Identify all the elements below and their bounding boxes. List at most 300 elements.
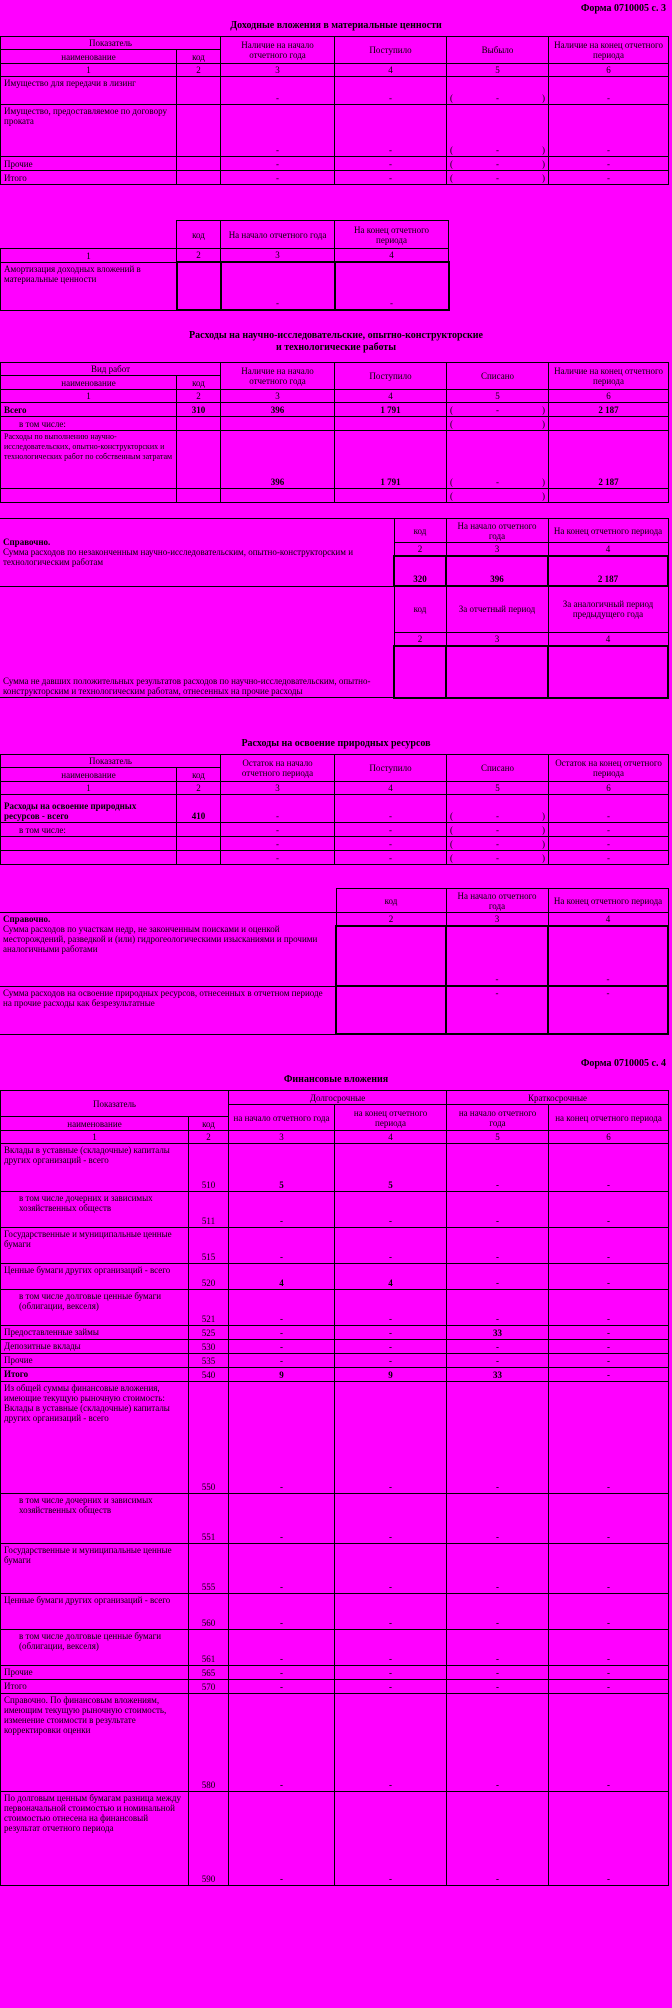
header-begin: Остаток на начало отчетного периода bbox=[221, 755, 335, 782]
header-long-begin: на начало отчетного года bbox=[229, 1105, 335, 1131]
col-number: 2 bbox=[177, 249, 221, 263]
row-label bbox=[1, 851, 177, 865]
header-written-off: Списано bbox=[447, 363, 549, 390]
row-label: Итого bbox=[1, 1680, 189, 1694]
table-row bbox=[1, 1544, 669, 1594]
header-short-begin: на начало отчетного года bbox=[447, 1105, 549, 1131]
value-received bbox=[335, 417, 447, 431]
natural-resources-reference-table bbox=[0, 888, 669, 1035]
header-code: код bbox=[189, 1117, 229, 1131]
header-end: На конец отчетного периода bbox=[548, 519, 668, 543]
row-code bbox=[177, 489, 221, 503]
value-long-begin: - bbox=[229, 1680, 335, 1694]
row-code: 561 bbox=[189, 1630, 229, 1666]
value-short-end: - bbox=[549, 1666, 669, 1680]
col-number: 2 bbox=[189, 1131, 229, 1144]
value-end: - bbox=[549, 851, 669, 865]
row-label: По долговым ценным бумагам разница между первоначальной стоимостью и номинальной стоимостью отнесена на финансовый результат отчетного периода bbox=[1, 1792, 189, 1886]
col-number: 2 bbox=[177, 390, 221, 403]
value-short-end: - bbox=[549, 1792, 669, 1886]
table-row bbox=[1, 1264, 669, 1290]
table-row bbox=[1, 1368, 669, 1382]
value-begin: - bbox=[221, 77, 335, 105]
header-begin: На начало отчетного года bbox=[221, 221, 335, 249]
header-indicator: Показатель bbox=[1, 755, 221, 768]
col-number: 3 bbox=[446, 543, 548, 557]
col-number: 3 bbox=[221, 782, 335, 795]
table-row bbox=[1, 851, 669, 865]
section-title-income-investments: Доходные вложения в материальные ценности bbox=[230, 20, 442, 31]
value-long-begin: - bbox=[229, 1228, 335, 1264]
value-long-end: - bbox=[335, 1544, 447, 1594]
value-end: - bbox=[548, 986, 668, 1034]
value-begin: 396 bbox=[221, 431, 335, 489]
col-number: 1 bbox=[1, 249, 177, 263]
row-code bbox=[177, 431, 221, 489]
row-label bbox=[1, 837, 177, 851]
row-label: в том числе долговые ценные бумаги (облигации, векселя) bbox=[1, 1290, 189, 1326]
value-short-end: - bbox=[549, 1680, 669, 1694]
row-label: в том числе дочерних и зависимых хозяйственных обществ bbox=[1, 1192, 189, 1228]
column-numbers-row bbox=[1, 64, 669, 77]
value-long-begin: - bbox=[229, 1494, 335, 1544]
header-written-off: Списано bbox=[447, 755, 549, 782]
value-short-end: - bbox=[549, 1544, 669, 1594]
col-number: 2 bbox=[394, 543, 446, 557]
value-received: - bbox=[335, 823, 447, 837]
value-short-begin: - bbox=[447, 1594, 549, 1630]
table-row bbox=[1, 823, 669, 837]
reference-description: Сумма расходов по участкам недр, не законченным поисками и оценкой месторождений, разведкой и (или) гидрогеологическими изысканиями и прочими аналогичными работами bbox=[3, 924, 318, 954]
reference-description: Сумма расходов по незаконченным научно-исследовательским, опытно-конструкторским и технологическим работам bbox=[3, 547, 354, 568]
value-written-off: ( - ) bbox=[447, 837, 549, 851]
col-number: 6 bbox=[549, 390, 669, 403]
value-long-end: - bbox=[335, 1494, 447, 1544]
value-long-end: - bbox=[335, 1354, 447, 1368]
value-short-end: - bbox=[549, 1694, 669, 1792]
row-label: Амортизация доходных вложений в материальные ценности bbox=[1, 262, 177, 310]
row-label: Из общей суммы финансовые вложения, имеющие текущую рыночную стоимость: Вклады в уставные (складочные) капиталы других организаций - всего bbox=[1, 1382, 189, 1494]
value-short-begin: - bbox=[447, 1340, 549, 1354]
col-number: 6 bbox=[549, 1131, 669, 1144]
table-row bbox=[1, 1290, 669, 1326]
header-long-term: Долгосрочные bbox=[229, 1091, 447, 1105]
row-code bbox=[177, 157, 221, 171]
income-investments-table bbox=[0, 36, 669, 185]
row-code bbox=[394, 646, 446, 698]
row-code: 520 bbox=[189, 1264, 229, 1290]
row-code bbox=[177, 851, 221, 865]
value-short-end: - bbox=[549, 1368, 669, 1382]
value-disposed: ( - ) bbox=[447, 77, 549, 105]
value-period bbox=[446, 646, 548, 698]
value-received: 1 791 bbox=[335, 431, 447, 489]
row-code: 590 bbox=[189, 1792, 229, 1886]
value-long-begin: - bbox=[229, 1694, 335, 1792]
value-end: - bbox=[549, 105, 669, 157]
row-label: Имущество, предоставляемое по договору проката bbox=[1, 105, 177, 157]
col-number: 3 bbox=[221, 249, 335, 263]
header-indicator: Показатель bbox=[1, 1091, 229, 1117]
header-indicator: Показатель bbox=[1, 37, 221, 50]
form-label-page-3: Форма 0710005 с. 3 bbox=[580, 3, 666, 14]
col-number: 1 bbox=[1, 782, 177, 795]
value-long-end: - bbox=[335, 1192, 447, 1228]
table-row bbox=[1, 157, 669, 171]
header-begin: На начало отчетного года bbox=[446, 519, 548, 543]
header-received: Поступило bbox=[335, 37, 447, 64]
col-number: 5 bbox=[447, 64, 549, 77]
col-number: 4 bbox=[335, 1131, 447, 1144]
value-short-end: - bbox=[549, 1382, 669, 1494]
value-disposed: ( - ) bbox=[447, 171, 549, 185]
header-name: наименование bbox=[1, 50, 177, 64]
rnd-table bbox=[0, 362, 669, 503]
value-long-end: - bbox=[335, 1792, 447, 1886]
value-end: - bbox=[549, 823, 669, 837]
row-label: в том числе: bbox=[1, 823, 177, 837]
value-end: - bbox=[549, 171, 669, 185]
header-name: наименование bbox=[1, 768, 177, 782]
value-received: - bbox=[335, 837, 447, 851]
row-code: 550 bbox=[189, 1382, 229, 1494]
value-short-end: - bbox=[549, 1228, 669, 1264]
header-begin: Наличие на начало отчетного года bbox=[221, 363, 335, 390]
row-label bbox=[1, 489, 177, 503]
value-end: 2 187 bbox=[548, 556, 668, 586]
col-number: 4 bbox=[548, 913, 668, 927]
row-code: 530 bbox=[189, 1340, 229, 1354]
value-long-end: - bbox=[335, 1228, 447, 1264]
row-code: 540 bbox=[189, 1368, 229, 1382]
table-row bbox=[1, 105, 669, 157]
col-number: 5 bbox=[447, 390, 549, 403]
table-row bbox=[1, 1680, 669, 1694]
row-label: в том числе дочерних и зависимых хозяйственных обществ bbox=[1, 1494, 189, 1544]
header-begin: Наличие на начало отчетного года bbox=[221, 37, 335, 64]
row-code: 551 bbox=[189, 1494, 229, 1544]
header-code: код bbox=[394, 586, 446, 632]
col-number: 1 bbox=[1, 64, 177, 77]
table-row bbox=[1, 1354, 669, 1368]
col-number: 6 bbox=[549, 64, 669, 77]
header-disposed: Выбыло bbox=[447, 37, 549, 64]
value-short-begin: - bbox=[447, 1290, 549, 1326]
header-end: На конец отчетного периода bbox=[548, 889, 668, 913]
row-label: Итого bbox=[1, 171, 177, 185]
header-end: Остаток на конец отчетного периода bbox=[549, 755, 669, 782]
rnd-reference-table bbox=[0, 518, 669, 699]
row-label: Имущество для передачи в лизинг bbox=[1, 77, 177, 105]
financial-investments-table bbox=[0, 1090, 669, 1886]
row-label: Государственные и муниципальные ценные бумаги bbox=[1, 1228, 189, 1264]
row-label: Расходы по выполнению научно-исследовательских, опытно-конструкторских и технологических работ по собственным затратам bbox=[1, 431, 177, 489]
table-row bbox=[1, 77, 669, 105]
section-title-natural-resources: Расходы на освоение природных ресурсов bbox=[241, 738, 431, 749]
value-written-off: ( - ) bbox=[447, 431, 549, 489]
value-written-off: ( - ) bbox=[447, 823, 549, 837]
reference-text bbox=[0, 913, 336, 987]
col-number: 1 bbox=[1, 390, 177, 403]
value-begin: - bbox=[446, 986, 548, 1034]
value-long-end: 9 bbox=[335, 1368, 447, 1382]
value-disposed: ( - ) bbox=[447, 105, 549, 157]
row-code: 515 bbox=[189, 1228, 229, 1264]
row-label: Прочие bbox=[1, 1666, 189, 1680]
header-short-term: Краткосрочные bbox=[447, 1091, 669, 1105]
col-number: 4 bbox=[335, 249, 449, 263]
table-row bbox=[1, 837, 669, 851]
row-label: в том числе долговые ценные бумаги (облигации, векселя) bbox=[1, 1630, 189, 1666]
value-short-begin: - bbox=[447, 1494, 549, 1544]
value-long-begin: 5 bbox=[229, 1144, 335, 1192]
value-end: - bbox=[549, 77, 669, 105]
value-long-end: - bbox=[335, 1340, 447, 1354]
table-row bbox=[1, 1340, 669, 1354]
value-begin: - bbox=[221, 262, 335, 310]
row-code bbox=[177, 823, 221, 837]
value-end bbox=[549, 489, 669, 503]
section-title-rnd-2: и технологические работы bbox=[275, 342, 397, 353]
value-long-end: - bbox=[335, 1594, 447, 1630]
value-short-begin: - bbox=[447, 1192, 549, 1228]
table-row bbox=[1, 1326, 669, 1340]
value-long-end: - bbox=[335, 1382, 447, 1494]
table-row bbox=[1, 1494, 669, 1544]
header-prev-period: За аналогичный период предыдущего года bbox=[548, 586, 668, 632]
reference-description-2: Сумма расходов на освоение природных ресурсов, отнесенных в отчетном периоде на прочие расходы как безрезультатные bbox=[0, 986, 336, 1034]
value-long-end: - bbox=[335, 1680, 447, 1694]
reference-title: Справочно. bbox=[3, 537, 51, 548]
row-code: 535 bbox=[189, 1354, 229, 1368]
row-code: 510 bbox=[189, 1144, 229, 1192]
table-row bbox=[1, 262, 449, 310]
value-received: - bbox=[335, 77, 447, 105]
value-short-begin: - bbox=[447, 1694, 549, 1792]
header-name: наименование bbox=[1, 1117, 189, 1131]
value-begin: 396 bbox=[446, 556, 548, 586]
row-label: Прочие bbox=[1, 1354, 189, 1368]
row-code: 310 bbox=[177, 403, 221, 417]
header-code: код bbox=[394, 519, 446, 543]
row-code bbox=[177, 171, 221, 185]
value-written-off: ( - ) bbox=[447, 403, 549, 417]
header-work-type: Вид работ bbox=[1, 363, 221, 376]
row-label: Предоставленные займы bbox=[1, 1326, 189, 1340]
value-end: 2 187 bbox=[549, 431, 669, 489]
value-short-begin: - bbox=[447, 1144, 549, 1192]
value-long-begin: - bbox=[229, 1544, 335, 1594]
col-number: 3 bbox=[221, 390, 335, 403]
row-label: Вклады в уставные (складочные) капиталы других организаций - всего bbox=[1, 1144, 189, 1192]
header-end: Наличие на конец отчетного периода bbox=[549, 363, 669, 390]
table-row bbox=[1, 1144, 669, 1192]
header-code: код bbox=[177, 376, 221, 390]
value-begin: - bbox=[221, 105, 335, 157]
value-begin bbox=[221, 417, 335, 431]
row-label: Прочие bbox=[1, 157, 177, 171]
col-number: 3 bbox=[221, 64, 335, 77]
value-short-end: - bbox=[549, 1326, 669, 1340]
row-code: 410 bbox=[177, 795, 221, 823]
row-code bbox=[336, 986, 446, 1034]
row-label: Ценные бумаги других организаций - всего bbox=[1, 1594, 189, 1630]
row-code: 555 bbox=[189, 1544, 229, 1594]
value-long-begin: - bbox=[229, 1290, 335, 1326]
value-begin: - bbox=[446, 926, 548, 986]
row-code bbox=[177, 77, 221, 105]
value-end: 2 187 bbox=[549, 403, 669, 417]
header-long-end: на конец отчетного периода bbox=[335, 1105, 447, 1131]
value-end: - bbox=[549, 157, 669, 171]
col-number: 2 bbox=[336, 913, 446, 927]
row-code bbox=[177, 262, 221, 310]
row-code bbox=[336, 926, 446, 986]
value-received: - bbox=[335, 795, 447, 823]
value-written-off: ( ) bbox=[447, 417, 549, 431]
row-code: 320 bbox=[394, 556, 446, 586]
value-long-end: 4 bbox=[335, 1264, 447, 1290]
col-number: 3 bbox=[446, 632, 548, 646]
value-received bbox=[335, 489, 447, 503]
value-short-end: - bbox=[549, 1144, 669, 1192]
row-label: Ценные бумаги других организаций - всего bbox=[1, 1264, 189, 1290]
natural-resources-table bbox=[0, 754, 669, 865]
table-row bbox=[1, 1192, 669, 1228]
row-code: 580 bbox=[189, 1694, 229, 1792]
table-row bbox=[1, 431, 669, 489]
row-label: Всего bbox=[1, 403, 177, 417]
value-written-off: ( ) bbox=[447, 489, 549, 503]
amortization-table bbox=[0, 220, 450, 311]
header-code: код bbox=[177, 768, 221, 782]
value-begin: - bbox=[221, 157, 335, 171]
row-code: 525 bbox=[189, 1326, 229, 1340]
table-row bbox=[1, 795, 669, 823]
reference-text bbox=[0, 519, 394, 587]
col-number: 3 bbox=[446, 913, 548, 927]
value-short-end: - bbox=[549, 1340, 669, 1354]
value-short-begin: - bbox=[447, 1354, 549, 1368]
table-row bbox=[1, 1630, 669, 1666]
table-row-total bbox=[1, 171, 669, 185]
header-code: код bbox=[336, 889, 446, 913]
value-received: - bbox=[335, 105, 447, 157]
value-short-begin: - bbox=[447, 1630, 549, 1666]
value-begin bbox=[221, 489, 335, 503]
reference-description-2: Сумма не давших положительных результатов расходов по научно-исследовательским, опытно-конструкторским и технологическим работам, отнесенных на прочие расходы bbox=[0, 586, 394, 698]
row-code bbox=[177, 417, 221, 431]
table-row bbox=[1, 1666, 669, 1680]
value-begin: - bbox=[221, 837, 335, 851]
value-short-begin: - bbox=[447, 1544, 549, 1594]
header-short-end: на конец отчетного периода bbox=[549, 1105, 669, 1131]
value-long-begin: - bbox=[229, 1382, 335, 1494]
value-short-begin: 33 bbox=[447, 1326, 549, 1340]
col-number: 3 bbox=[229, 1131, 335, 1144]
value-begin: - bbox=[221, 795, 335, 823]
table-row bbox=[1, 1694, 669, 1792]
value-written-off: ( - ) bbox=[447, 795, 549, 823]
value-long-begin: - bbox=[229, 1354, 335, 1368]
value-long-begin: - bbox=[229, 1340, 335, 1354]
header-begin: На начало отчетного года bbox=[446, 889, 548, 913]
value-long-begin: - bbox=[229, 1792, 335, 1886]
value-received: 1 791 bbox=[335, 403, 447, 417]
value-short-end: - bbox=[549, 1264, 669, 1290]
col-number: 4 bbox=[548, 632, 668, 646]
table-row-total bbox=[1, 403, 669, 417]
value-long-begin: - bbox=[229, 1192, 335, 1228]
col-number: 6 bbox=[549, 782, 669, 795]
section-title-rnd: Расходы на научно-исследовательские, опытно-конструкторские bbox=[189, 330, 483, 341]
value-received: - bbox=[335, 171, 447, 185]
value-written-off: ( - ) bbox=[447, 851, 549, 865]
value-long-end: - bbox=[335, 1694, 447, 1792]
value-short-begin: - bbox=[447, 1792, 549, 1886]
value-short-end: - bbox=[549, 1630, 669, 1666]
value-end: - bbox=[548, 926, 668, 986]
value-long-begin: 9 bbox=[229, 1368, 335, 1382]
value-received: - bbox=[335, 851, 447, 865]
value-long-begin: 4 bbox=[229, 1264, 335, 1290]
value-long-begin: - bbox=[229, 1594, 335, 1630]
value-end bbox=[549, 417, 669, 431]
header-end: Наличие на конец отчетного периода bbox=[549, 37, 669, 64]
header-end: На конец отчетного периода bbox=[335, 221, 449, 249]
value-begin: - bbox=[221, 851, 335, 865]
header-received: Поступило bbox=[335, 755, 447, 782]
row-code: 560 bbox=[189, 1594, 229, 1630]
col-number: 2 bbox=[177, 782, 221, 795]
row-label: Депозитные вклады bbox=[1, 1340, 189, 1354]
value-long-begin: - bbox=[229, 1666, 335, 1680]
value-short-end: - bbox=[549, 1354, 669, 1368]
col-number: 5 bbox=[447, 782, 549, 795]
value-end: - bbox=[335, 262, 449, 310]
value-long-end: - bbox=[335, 1290, 447, 1326]
value-long-end: - bbox=[335, 1326, 447, 1340]
value-long-end: - bbox=[335, 1630, 447, 1666]
col-number: 4 bbox=[548, 543, 668, 557]
header-received: Поступило bbox=[335, 363, 447, 390]
value-short-begin: - bbox=[447, 1666, 549, 1680]
value-long-end: 5 bbox=[335, 1144, 447, 1192]
value-short-begin: - bbox=[447, 1680, 549, 1694]
table-row bbox=[1, 1228, 669, 1264]
table-row bbox=[1, 1594, 669, 1630]
table-row bbox=[1, 1382, 669, 1494]
header-name: наименование bbox=[1, 376, 177, 390]
row-code: 570 bbox=[189, 1680, 229, 1694]
value-short-end: - bbox=[549, 1290, 669, 1326]
value-end: - bbox=[549, 837, 669, 851]
col-number: 2 bbox=[177, 64, 221, 77]
value-long-begin: - bbox=[229, 1326, 335, 1340]
row-code bbox=[177, 105, 221, 157]
row-label: Государственные и муниципальные ценные бумаги bbox=[1, 1544, 189, 1594]
value-begin: 396 bbox=[221, 403, 335, 417]
table-row bbox=[1, 417, 669, 431]
col-number: 4 bbox=[335, 782, 447, 795]
value-end: - bbox=[549, 795, 669, 823]
table-row bbox=[1, 489, 669, 503]
reference-title: Справочно. bbox=[3, 914, 51, 924]
col-number: 4 bbox=[335, 390, 447, 403]
value-begin: - bbox=[221, 823, 335, 837]
value-short-begin: - bbox=[447, 1228, 549, 1264]
table-row bbox=[1, 1792, 669, 1886]
